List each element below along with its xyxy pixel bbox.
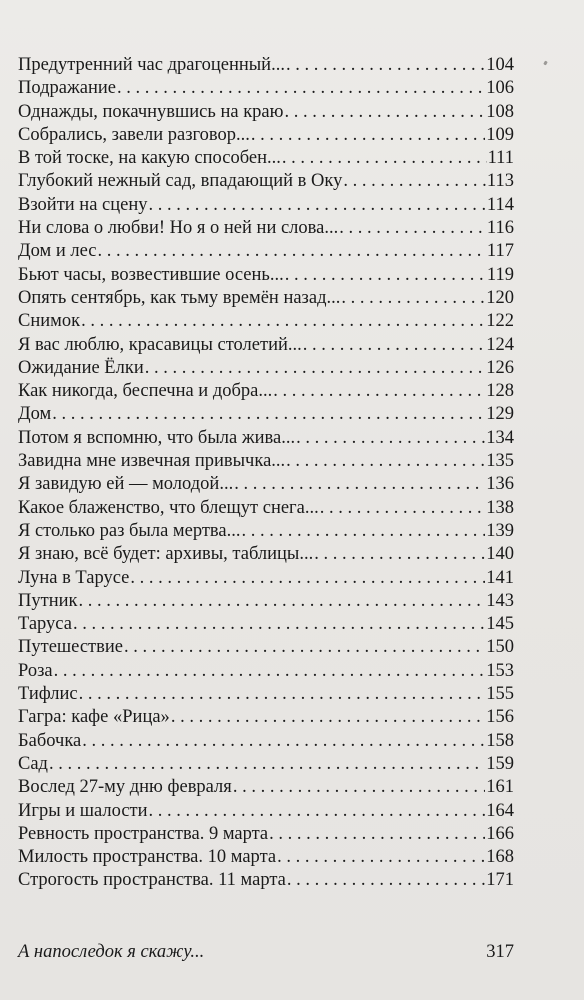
toc-entry-title: Путник bbox=[18, 590, 78, 611]
toc-entry bbox=[18, 823, 514, 846]
toc-entry bbox=[18, 730, 514, 753]
paper-speck bbox=[543, 61, 548, 66]
toc-entry-page: 126 bbox=[486, 357, 514, 378]
dot-leader bbox=[149, 194, 486, 217]
toc-entry-page: 113 bbox=[486, 171, 514, 192]
dot-leader bbox=[171, 706, 485, 729]
toc-entry-title: Строгость пространства. 11 марта bbox=[18, 870, 286, 891]
toc-entry bbox=[18, 846, 514, 869]
dot-leader bbox=[78, 590, 485, 613]
toc-entry bbox=[18, 427, 514, 450]
toc-entry-page: 140 bbox=[486, 544, 514, 565]
toc-entry bbox=[18, 869, 514, 892]
dot-leader bbox=[81, 310, 485, 333]
toc-entry bbox=[18, 77, 514, 100]
toc-entry bbox=[18, 497, 514, 520]
toc-entry-title: Однажды, покачнувшись на краю bbox=[18, 101, 284, 122]
dot-leader bbox=[286, 54, 485, 77]
toc-entry bbox=[18, 357, 514, 380]
toc-entry-title: Я вас люблю, красавицы столетий... bbox=[18, 334, 302, 355]
toc-entry-page: 156 bbox=[486, 707, 514, 728]
toc-entry-title: Гагра: кафе «Рица» bbox=[18, 707, 170, 728]
dot-leader bbox=[130, 567, 485, 590]
toc-entry-title: Я знаю, всё будет: архивы, таблицы... bbox=[18, 544, 314, 565]
dot-leader bbox=[269, 823, 485, 846]
dot-leader bbox=[98, 240, 486, 263]
toc-entry-title: Потом я вспомню, что была жива... bbox=[18, 427, 296, 448]
toc-entry-page: 145 bbox=[486, 614, 514, 635]
toc-entry-page: 155 bbox=[486, 684, 514, 705]
toc-entry bbox=[18, 753, 514, 776]
toc-entry bbox=[18, 240, 514, 263]
toc-entry-title: Снимок bbox=[18, 311, 81, 332]
toc-entry bbox=[18, 660, 514, 683]
dot-leader bbox=[233, 776, 485, 799]
dot-leader bbox=[54, 660, 486, 683]
toc-entry-page: 124 bbox=[486, 334, 514, 355]
table-of-contents bbox=[18, 54, 514, 893]
toc-entry-page: 114 bbox=[486, 194, 514, 215]
toc-entry-title: Вослед 27-му дню февраля bbox=[18, 777, 232, 798]
toc-entry-page: 138 bbox=[486, 497, 514, 518]
toc-entry-page: 117 bbox=[486, 241, 514, 262]
toc-entry bbox=[18, 334, 514, 357]
toc-entry-title: Таруса bbox=[18, 614, 72, 635]
dot-leader bbox=[341, 287, 485, 310]
toc-entry bbox=[18, 170, 514, 193]
toc-entry-page: 135 bbox=[486, 451, 514, 472]
dot-leader bbox=[52, 403, 485, 426]
toc-entry-title: Дом и лес bbox=[18, 241, 97, 262]
toc-entry-page: 171 bbox=[486, 870, 514, 891]
toc-entry-page: 116 bbox=[486, 218, 514, 239]
toc-entry-page: 141 bbox=[486, 567, 514, 588]
toc-entry bbox=[18, 101, 514, 124]
toc-entry-title: Собрались, завели разговор... bbox=[18, 124, 250, 145]
toc-entry-title: Бабочка bbox=[18, 730, 82, 751]
toc-entry-page: 159 bbox=[486, 753, 514, 774]
toc-entry bbox=[18, 403, 514, 426]
toc-entry-title: Ожидание Ёлки bbox=[18, 357, 144, 378]
toc-entry-title: Глубокий нежный сад, впадающий в Оку bbox=[18, 171, 343, 192]
toc-entry-page: 134 bbox=[486, 427, 514, 448]
toc-entry bbox=[18, 613, 514, 636]
toc-entry-page: 109 bbox=[486, 124, 514, 145]
toc-entry-page: 120 bbox=[486, 287, 514, 308]
dot-leader bbox=[234, 473, 485, 496]
dot-leader bbox=[282, 147, 487, 170]
toc-entry-title: Какое блаженство, что блещут снега... bbox=[18, 497, 319, 518]
page-footer bbox=[18, 942, 514, 963]
toc-entry bbox=[18, 54, 514, 77]
toc-entry bbox=[18, 520, 514, 543]
toc-entry-page: 166 bbox=[486, 823, 514, 844]
toc-entry-page: 136 bbox=[486, 474, 514, 495]
toc-entry-title: В той тоске, на какую способен... bbox=[18, 148, 281, 169]
toc-entry-title: Предутренний час драгоценный... bbox=[18, 55, 285, 75]
dot-leader bbox=[303, 334, 485, 357]
dot-leader bbox=[145, 357, 486, 380]
toc-entry bbox=[18, 636, 514, 659]
dot-leader bbox=[284, 101, 485, 124]
toc-entry-title: Путешествие bbox=[18, 637, 123, 658]
toc-entry-page: 161 bbox=[486, 777, 514, 798]
dot-leader bbox=[339, 217, 486, 240]
toc-entry-page: 122 bbox=[486, 311, 514, 332]
dot-leader bbox=[320, 497, 486, 520]
dot-leader bbox=[73, 613, 485, 636]
toc-entry bbox=[18, 287, 514, 310]
toc-entry-title: Как никогда, беспечна и добра... bbox=[18, 381, 273, 402]
toc-entry-title: Милость пространства. 10 марта bbox=[18, 847, 277, 868]
running-title: А напоследок я скажу... bbox=[18, 942, 205, 962]
toc-entry bbox=[18, 473, 514, 496]
toc-entry bbox=[18, 706, 514, 729]
toc-entry bbox=[18, 543, 514, 566]
dot-leader bbox=[314, 543, 485, 566]
toc-entry-title: Подражание bbox=[18, 78, 116, 99]
toc-entry-page: 104 bbox=[486, 55, 514, 75]
toc-entry-page: 128 bbox=[486, 381, 514, 402]
page-number: 317 bbox=[486, 942, 514, 962]
toc-entry-title: Завидна мне извечная привычка... bbox=[18, 451, 286, 472]
toc-entry-title: Ревность пространства. 9 марта bbox=[18, 823, 269, 844]
toc-entry-page: 119 bbox=[486, 264, 514, 285]
toc-entry-page: 168 bbox=[486, 847, 514, 868]
toc-entry bbox=[18, 124, 514, 147]
toc-entry-title: Луна в Тарусе bbox=[18, 567, 130, 588]
dot-leader bbox=[242, 520, 486, 543]
toc-entry-title: Сад bbox=[18, 753, 48, 774]
toc-entry bbox=[18, 147, 514, 170]
toc-entry bbox=[18, 683, 514, 706]
dot-leader bbox=[82, 730, 485, 753]
toc-entry-title: Тифлис bbox=[18, 684, 78, 705]
toc-entry-page: 164 bbox=[486, 800, 514, 821]
dot-leader bbox=[273, 380, 485, 403]
dot-leader bbox=[343, 170, 486, 193]
dot-leader bbox=[286, 450, 485, 473]
toc-entry-page: 108 bbox=[486, 101, 514, 122]
toc-entry-page: 139 bbox=[486, 520, 514, 541]
toc-entry-page: 158 bbox=[486, 730, 514, 751]
toc-entry-page: 150 bbox=[486, 637, 514, 658]
toc-entry-title: Ни слова о любви! Но я о ней ни слова... bbox=[18, 218, 339, 239]
toc-entry bbox=[18, 776, 514, 799]
toc-entry-title: Игры и шалости bbox=[18, 800, 148, 821]
dot-leader bbox=[124, 636, 485, 659]
toc-entry-page: 106 bbox=[486, 78, 514, 99]
dot-leader bbox=[79, 683, 486, 706]
dot-leader bbox=[251, 124, 485, 147]
toc-entry bbox=[18, 194, 514, 217]
dot-leader bbox=[149, 800, 486, 823]
toc-entry-title: Бьют часы, возвестившие осень... bbox=[18, 264, 284, 285]
toc-entry-page: 129 bbox=[486, 404, 514, 425]
toc-entry-page: 153 bbox=[486, 660, 514, 681]
toc-entry bbox=[18, 590, 514, 613]
toc-entry-title: Опять сентябрь, как тьму времён назад... bbox=[18, 287, 341, 308]
dot-leader bbox=[277, 846, 485, 869]
toc-entry-title: Роза bbox=[18, 660, 53, 681]
dot-leader bbox=[117, 77, 485, 100]
toc-entry bbox=[18, 800, 514, 823]
toc-entry bbox=[18, 567, 514, 590]
dot-leader bbox=[285, 264, 486, 287]
dot-leader bbox=[296, 427, 485, 450]
toc-entry-title: Взойти на сцену bbox=[18, 194, 148, 215]
dot-leader bbox=[287, 869, 485, 892]
toc-entry-page: 143 bbox=[486, 590, 514, 611]
toc-entry bbox=[18, 380, 514, 403]
toc-entry bbox=[18, 217, 514, 240]
toc-entry-page: 111 bbox=[487, 148, 514, 169]
toc-entry bbox=[18, 310, 514, 333]
dot-leader bbox=[49, 753, 485, 776]
toc-entry-title: Я столько раз была мертва... bbox=[18, 520, 241, 541]
toc-entry bbox=[18, 264, 514, 287]
toc-entry bbox=[18, 450, 514, 473]
toc-entry-title: Я завидую ей — молодой... bbox=[18, 474, 234, 495]
toc-entry-title: Дом bbox=[18, 404, 52, 425]
